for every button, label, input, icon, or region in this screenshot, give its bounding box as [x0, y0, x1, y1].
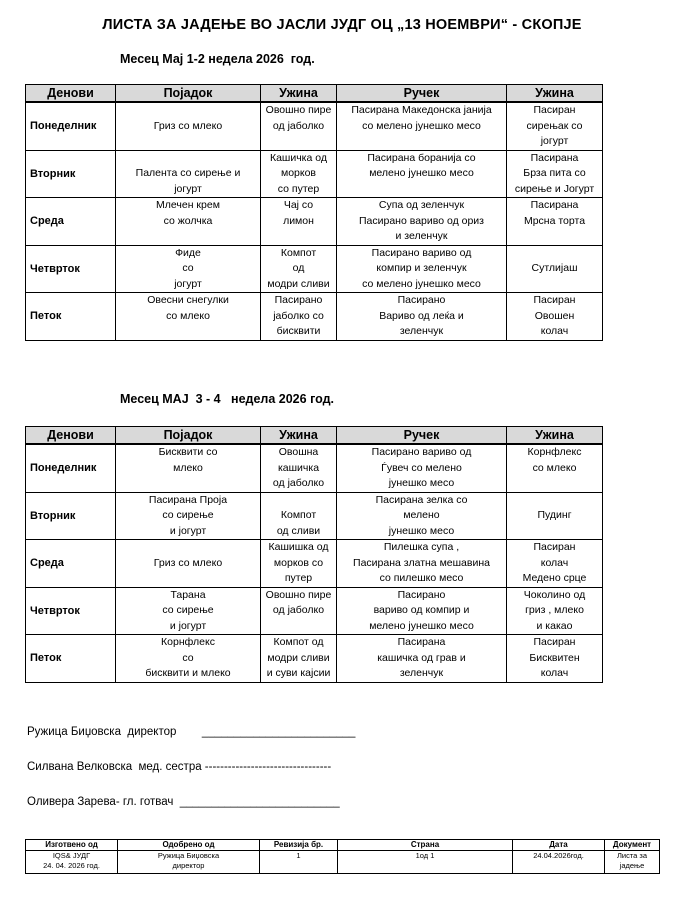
footer-value: 1	[260, 851, 338, 874]
week-subtitle: Месец Мај 1-2 недела 2026 год.	[120, 52, 315, 66]
meal-cell: Гриз со млеко	[116, 540, 261, 588]
meal-cell: Пасиран колач Медено срце	[507, 540, 603, 588]
footer-value: IQS& ЈУДГ 24. 04. 2026 год.	[26, 851, 118, 874]
meal-cell: Овесни снегулки со млеко	[116, 293, 261, 341]
signature-nurse: Силвана Велковска мед. сестра ---------------------------------	[27, 761, 332, 773]
signature-director: Ружица Биџовска директор ________________________	[27, 726, 356, 738]
meal-cell: Пасирано Вариво од леќа и зеленчук	[337, 293, 507, 341]
signature-cook: Оливера Зарева- гл. готвач _________________________	[27, 796, 340, 808]
meal-cell: Пасирано јаболко со бисквити	[261, 293, 337, 341]
meal-cell: Сутлијаш	[507, 245, 603, 293]
table-row	[26, 444, 603, 492]
meal-cell: Млечен крем со жолчка	[116, 198, 261, 246]
meal-cell: Пасирана боранија со мелено јунешко месо	[337, 150, 507, 198]
table-row	[26, 635, 603, 683]
meal-cell: Пасиран сирењак со јогурт	[507, 102, 603, 150]
day-label: Четврток	[26, 245, 116, 293]
meal-cell: Пудинг	[507, 492, 603, 540]
table-row	[26, 587, 603, 635]
week-subtitle: Месец МАЈ 3 - 4 недела 2026 год.	[120, 392, 334, 406]
meal-cell: Пасирана Мрсна торта	[507, 198, 603, 246]
footer-value: 24.04.2026год.	[513, 851, 605, 874]
footer-value: 1од 1	[338, 851, 513, 874]
page-title: ЛИСТА ЗА ЈАДЕЊЕ ВО ЈАСЛИ ЈУДГ ОЦ „13 НОЕМВРИ“ - СКОПЈЕ	[102, 17, 582, 33]
footer-header: Страна	[338, 840, 513, 851]
day-label: Среда	[26, 198, 116, 246]
column-header: Ручек	[337, 427, 507, 445]
table-row	[26, 293, 603, 341]
table-row	[26, 198, 603, 246]
menu-table-week-1	[25, 84, 603, 341]
meal-cell: Овошно пире од јаболко	[261, 102, 337, 150]
footer-header: Ревизија бр.	[260, 840, 338, 851]
meal-cell: Корнфлекс со млеко	[507, 444, 603, 492]
menu-table-week-2	[25, 426, 603, 683]
meal-cell: Фиде со јогурт	[116, 245, 261, 293]
day-label: Понеделник	[26, 102, 116, 150]
column-header: Ужина	[507, 427, 603, 445]
day-label: Вторник	[26, 492, 116, 540]
meal-cell: Бисквити со млеко	[116, 444, 261, 492]
table-row	[26, 492, 603, 540]
meal-cell: Кашичка од морков со путер	[261, 150, 337, 198]
meal-cell: Пасирана Македонска јанија со мелено јунешко месо	[337, 102, 507, 150]
day-label: Четврток	[26, 587, 116, 635]
meal-cell: Пасирана зелка со мелено јунешко месо	[337, 492, 507, 540]
day-label: Среда	[26, 540, 116, 588]
column-header: Ужина	[261, 427, 337, 445]
column-header: Појадок	[116, 85, 261, 103]
document-control-footer	[25, 839, 660, 874]
table-row	[26, 150, 603, 198]
meal-cell: Корнфлекс со бисквити и млеко	[116, 635, 261, 683]
footer-header: Одобрено од	[118, 840, 260, 851]
meal-cell: Кашишка од морков со путер	[261, 540, 337, 588]
column-header: Појадок	[116, 427, 261, 445]
footer-header: Дата	[513, 840, 605, 851]
day-label: Вторник	[26, 150, 116, 198]
meal-cell: Пасирана Проја со сирење и јогурт	[116, 492, 261, 540]
meal-cell: Овошна кашичка од јаболко	[261, 444, 337, 492]
meal-cell: Пасирано вариво од компир и зеленчук со мелено јунешко месо	[337, 245, 507, 293]
meal-cell: Пилешка супа , Пасирана златна мешавина со пилешко месо	[337, 540, 507, 588]
column-header: Ужина	[261, 85, 337, 103]
meal-cell: Пасиран Овошен колач	[507, 293, 603, 341]
meal-cell: Пасирано вариво од компир и мелено јунешко месо	[337, 587, 507, 635]
table-row	[26, 102, 603, 150]
column-header: Денови	[26, 427, 116, 445]
table-row	[26, 540, 603, 588]
footer-value: Ружица Биџовска директор	[118, 851, 260, 874]
meal-cell: Компот од модри сливи	[261, 245, 337, 293]
day-label: Петок	[26, 293, 116, 341]
column-header: Ужина	[507, 85, 603, 103]
column-header: Денови	[26, 85, 116, 103]
footer-header: Документ	[605, 840, 660, 851]
meal-cell: Пасирана кашичка од грав и зеленчук	[337, 635, 507, 683]
column-header: Ручек	[337, 85, 507, 103]
meal-cell: Пасирана Брза пита со сирење и Јогурт	[507, 150, 603, 198]
meal-cell: Компот од сливи	[261, 492, 337, 540]
meal-cell: Компот од модри сливи и суви кајсии	[261, 635, 337, 683]
meal-cell: Тарана со сирење и јогурт	[116, 587, 261, 635]
day-label: Петок	[26, 635, 116, 683]
table-row	[26, 245, 603, 293]
meal-cell: Супа од зеленчук Пасирано вариво од ориз и зеленчук	[337, 198, 507, 246]
meal-cell: Пасирано вариво од Ѓувеч со мелено јунешко месо	[337, 444, 507, 492]
meal-cell: Овошно пире од јаболко	[261, 587, 337, 635]
footer-header: Изготвено од	[26, 840, 118, 851]
meal-cell: Чај со лимон	[261, 198, 337, 246]
meal-cell: Пасиран Бисквитен колач	[507, 635, 603, 683]
meal-cell: Палента со сирење и јогурт	[116, 150, 261, 198]
footer-value: Листа за јадење	[605, 851, 660, 874]
meal-cell: Гриз со млеко	[116, 102, 261, 150]
meal-cell: Чоколино од гриз , млеко и какао	[507, 587, 603, 635]
day-label: Понеделник	[26, 444, 116, 492]
